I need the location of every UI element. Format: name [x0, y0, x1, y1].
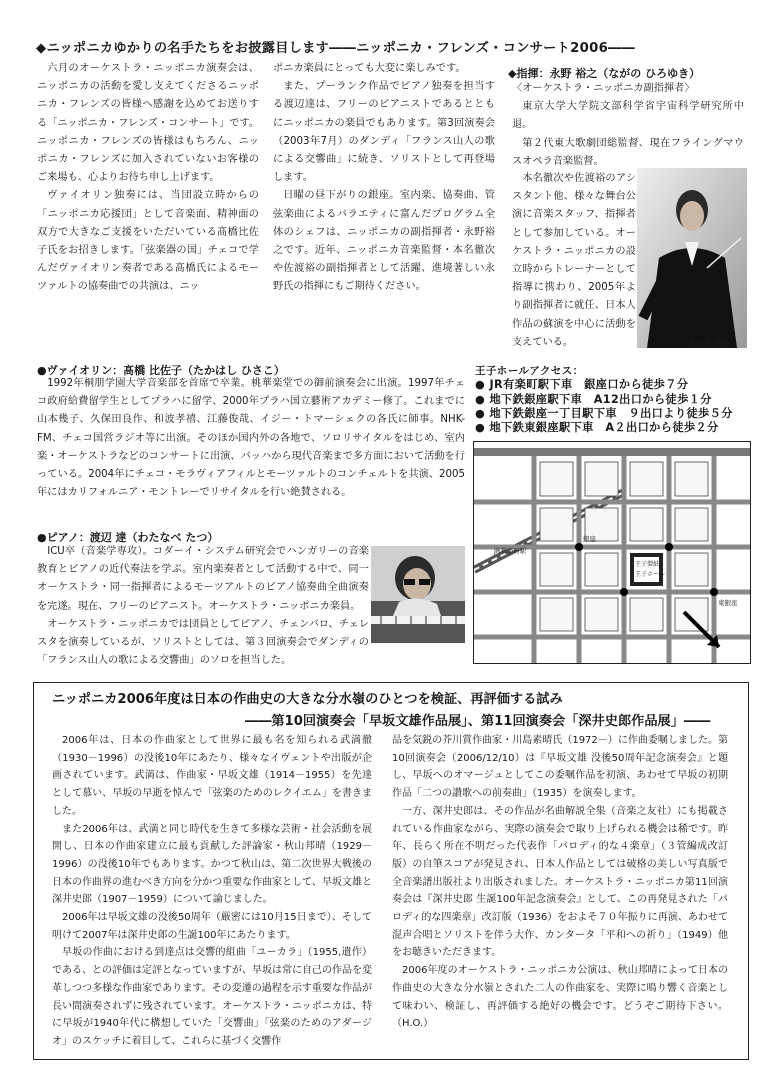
paragraph: 2006年は、日本の作曲家として世界に最も名を知られる武満徹（1930－1996）の没後10年にあたり、様々なイヴェントや出版が企画されています。武満は、作曲家・早坂文雄（1914－1955）を先達として慕い、早坂の早逝を悼んで「弦楽のためのレクイエム」を書きました。	[52, 735, 372, 817]
piano-bio-2	[37, 616, 369, 671]
season-title: ニッポニカ2006年度は日本の作曲史の大きな分水嶺のひとつを検証、再評価する試み	[52, 692, 563, 707]
conductor-heading: ◆指揮：永野 裕之（ながの ひろゆき）	[508, 67, 701, 80]
violin-bio	[37, 375, 465, 502]
paragraph: 早坂の作曲における到達点は交響的組曲「ユーカラ」（1955,遺作）である、との評価は定評となっていますが、早坂は常に自己の作品を変革しつつ多様な作曲家であります。その変遷の過程を示す重要な作品が長い間演奏されずに残されています。オーケストラ・ニッポニカは、特に早坂が1940年代に構想していた「交響曲」「弦楽のためのアダージオ」のスケッチに着目して、これらに基づく交響作	[52, 947, 372, 1047]
conductor-role: 〈オーケストラ・ニッポニカ副指揮者〉	[512, 83, 695, 94]
paragraph: また2006年は、武満と同じ時代を生きて多様な芸術・社会活動を展開し、日本の作曲家建立に最も貢献した評論家・秋山邦晴（1929－1996）の没後10年でもあります。かつて秋山は、第二次世界大戦後の日本の作曲界の進むべき方向を分かつ重要な作曲家として、早坂文雄と深井史郎（1907－1959）について論じました。	[52, 823, 372, 906]
intro-column-2	[273, 60, 495, 297]
season-subtitle: ――第10回演奏会「早坂文雄作品展」、第11回演奏会「深井史郎作品展」――	[245, 714, 711, 729]
intro-column-1	[37, 60, 259, 297]
paragraph: 東京大学大学院文部科学省宇宙科学研究所中退。	[512, 101, 744, 131]
paragraph: また、プーランク作品でピアノ独奏を担当する渡辺達は、フリーのピアニストであるとともにニッポニカの楽員でもあります。第3回演奏会（2003年7月）のダンディ「フランス山人の歌による交響曲」に続き、ソリストとして再登場します。	[273, 81, 495, 184]
conductor-portrait-image	[637, 168, 747, 348]
access-title: 王子ホールアクセス：	[475, 365, 584, 377]
section-headline: ◆ニッポニカゆかりの名手たちをお披露目します――ニッポニカ・フレンズ・コンサート2006――	[36, 41, 636, 56]
photo-credit: ©小島竜生	[688, 339, 731, 349]
access-line: ● 地下鉄銀座駅下車 A12出口から徒歩１分	[475, 392, 712, 406]
conductor-photo	[637, 168, 747, 348]
season-column-1	[52, 732, 372, 1051]
map-label-station: 東銀座	[718, 599, 738, 607]
access-list	[475, 364, 733, 435]
access-map	[473, 441, 751, 664]
map-label-hall: 王子製紙	[635, 561, 660, 568]
paragraph: ポニカ楽員にとっても大変に楽しみです。	[273, 63, 466, 74]
access-line: ● 地下鉄東銀座駅下車 A２出口から徒歩２分	[475, 421, 719, 435]
conductor-bio	[512, 80, 744, 171]
paragraph: 六月のオーケストラ・ニッポニカ演奏会は、ニッポニカの活動を愛し支えてくださるニッポニカ・フレンズの皆様へ感謝を込めてお送りする「ニッポニカ・フレンズ・コンサート」です。ニッポニカ・フレンズの皆様はもちろん、ニッポニカ・フレンズに加入されていないお客様のご来場も、心よりお待ち申し上げます。	[37, 63, 259, 184]
access-line: ● 地下鉄銀座一丁目駅下車 ９出口より徒歩５分	[475, 406, 733, 420]
paragraph: 1992年桐朋学園大学音楽部を首席で卒業。桃華楽堂での御前演奏会に出演。1997年チェコ政府給費留学生としてプラハに留学、2000年プラハ国立藝術アカデミー修了。これまでに山本幾子、久保田良作、和波孝禧、江藤俊哉、イジー・トマーシェクの各氏に師事。NHK-FM、チェコ国営ラジオ等に出演。そのほか国内外の各地で、ソロリサイタルをはじめ、室内楽・オーケストラなどのコンサートに出演、バッハから現代音楽まで多方面において活動を行っている。2004年にチェコ・モラヴィアフィルとモーツァルトのコンチェルトを共演、2005年にはカリフォルニア・モントレーでリサイタルを行い絶賛される。	[37, 378, 465, 499]
paragraph: 品を気鋭の芥川賞作曲家・川島素晴氏（1972－）に作曲委嘱しました。第10回演奏会（2006/12/10）は『早坂文雄 没後50周年記念演奏会』と題し、早坂へのオマージュとしてこの委嘱作品を初演、あわせて早坂の初期作品「二つの讃歌への前奏曲」（1935）を演奏します。	[392, 735, 728, 800]
paragraph: 本名徹次や佐渡裕のアシスタント他、様々な舞台公演に音楽スタッフ、指揮者として参加している。オーケストラ・ニッポニカの設立時からトレーナーとして指導に携わり、2005年より副指揮者に就任、日本人作品の蘇演を中心に活動を支えている。	[512, 173, 636, 348]
map-label-station: 銀座	[583, 535, 596, 543]
conductor-bio-2	[512, 170, 636, 352]
season-column-2	[392, 732, 728, 1033]
access-line: ● JR有楽町駅下車 銀座口から徒歩７分	[475, 378, 689, 392]
paragraph: 2006年度のオーケストラ・ニッポニカ公演は、秋山邦晴によって日本の作曲史の大きな分水嶺とされた二人の作曲家を、実際に鳴り響く音楽として味わい、検証し、再評価する絶好の機会です。どうぞご期待下さい。（H.O.）	[392, 965, 728, 1030]
map-label-jr: JR有楽町駅	[494, 547, 527, 555]
paragraph: ヴァイオリン独奏には、当団設立時からの「ニッポニカ応援団」として音楽面、精神面の双方で大きなご支援をいただいている髙橋比佐子氏をお招きします。「弦楽器の国」チェコで学んだヴァイオリン奏者である髙橋氏によるモーツァルトの協奏曲での共演は、ニッ	[37, 190, 259, 293]
paragraph: ICU卒（音楽学専攻）。コダーイ・システム研究会でハンガリーの音楽教育とピアノの近代奏法を学ぶ。室内楽奏者として活動する中で、同一オーケストラ・同一指揮者によるモーツアルトのピアノ協奏曲全曲演奏を完遂。現在、フリーのピアニスト。オーケストラ・ニッポニカ楽員。	[37, 546, 369, 612]
paragraph: 一方、深井史郎は、その作品が名曲解説全集（音楽之友社）にも掲載されている作曲家ながら、実際の演奏会で取り上げられる機会は稀です。昨年、長らく所在不明だった代表作「パロディ的な４楽章」（３管編成改訂版）の自筆スコアが発見され、日本人作品としては破格の美しい写真版で全音楽譜出版社より出版されました。オーケストラ・ニッポニカ第11回演奏会は『深井史郎 生誕100年記念演奏会』として、この再発見された「パロディ的な四楽章」改訂版（1936）をおよそ７０年振りに再演、あわせて混声合唱とソリストを伴う大作、カンタータ「平和への祈り」（1949）他をお聴きいただきます。	[392, 805, 728, 959]
paragraph: オーケストラ・ニッポニカでは団員としてピアノ、チェンバロ、チェレスタを演奏しているが、ソリストとしては、第３回演奏会でダンディの「フランス山人の歌による交響曲」のソロを担当した。	[37, 619, 370, 667]
paragraph: 日曜の昼下がりの銀座。室内楽、協奏曲、管弦楽曲によるバラエティに富んだプログラム全体のシェフは、ニッポニカの副指揮者・永野裕之です。近年、ニッポニカ音楽監督・本名徹次や佐渡裕の副指揮者として活躍、進境著しい永野氏の指揮にもご期待ください。	[273, 190, 495, 293]
pianist-portrait-image	[371, 546, 465, 643]
piano-heading: ●ピアノ：渡辺 達（わたなべ たつ）	[37, 531, 219, 544]
piano-bio-1	[37, 543, 369, 616]
paragraph: 2006年は早坂文雄の没後50周年（厳密には10月15日まで）、そして明けて2007年は深井史郎の生誕100年にあたります。	[52, 912, 372, 941]
pianist-photo	[371, 546, 465, 643]
violin-heading: ●ヴァイオリン：髙橋 比佐子（たかはし ひさこ）	[37, 364, 285, 377]
map-label-hall2: 王子ホール	[635, 571, 665, 578]
paragraph: 第２代東大歌劇団総監督、現在フライングマウスオペラ音楽監督。	[512, 137, 744, 167]
